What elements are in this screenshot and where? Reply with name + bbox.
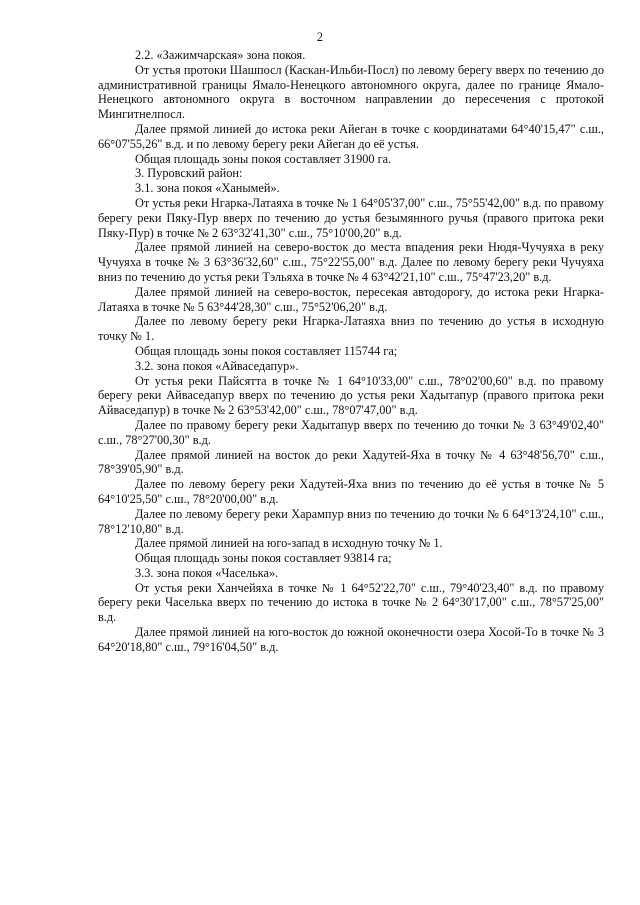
paragraph: От устья реки Ханчейяха в точке № 1 64°52'22,70" с.ш., 79°40'23,40" в.д. по правому берегу реки Часелька вверх по течению до истока в точке № 2 64°30'17,00" с.ш., 78°57'25,00" в.д. <box>98 580 604 625</box>
paragraph: От устья протоки Шашпосл (Каскан-Ильби-Посл) по левому берегу вверх по течению до административной границы Ямало-Ненецкого автономного округа, далее по границе Ямало-Ненецкого автономного округа в восточном направлении до пересечения с протокой Мингитнелпосл. <box>98 62 604 122</box>
paragraph: 3. Пуровский район: <box>135 166 243 181</box>
paragraph: Общая площадь зоны покоя составляет 115744 га; <box>135 343 398 358</box>
paragraph: Далее прямой линией на юго-восток до южной оконечности озера Хосой-То в точке № 3 64°20'18,80" с.ш., 79°16'04,50" в.д. <box>98 625 604 654</box>
paragraph: 2.2. «Зажимчарская» зона покоя. <box>135 48 306 62</box>
paragraph: 3.2. зона покоя «Айваседапур». <box>135 358 299 373</box>
paragraph: Далее по левому берегу реки Хадутей-Яха вниз по течению до её устья в точке № 5 64°10'25,50" с.ш., 78°20'00,00" в.д. <box>98 477 604 506</box>
document-body <box>98 48 604 655</box>
paragraph: Далее по левому берегу реки Нгарка-Латаяха вниз по течению до устья в исходную точку № 1. <box>98 314 604 344</box>
paragraph: Далее по левому берегу реки Харампур вниз по течению до точки № 6 64°13'24,10" с.ш., 78°12'10,80" в.д. <box>98 506 604 536</box>
paragraph: Далее прямой линией на северо-восток, пересекая автодорогу, до истока реки Нгарка-Латаяха в точке № 5 63°44'28,30" с.ш., 75°52'06,20" в.д. <box>98 284 604 314</box>
paragraph: Далее прямой линией до истока реки Айеган в точке с координатами 64°40'15,47" с.ш., 66°07'55,26" в.д. и по левому берегу реки Айеган до её устья. <box>98 121 604 151</box>
paragraph: Далее прямой линией на восток до реки Хадутей-Яха в точку № 4 63°48'56,70" с.ш., 78°39'05,90" в.д. <box>98 447 604 477</box>
paragraph: 3.1. зона покоя «Ханымей». <box>135 181 280 196</box>
paragraph: Общая площадь зоны покоя составляет 93814 га; <box>135 551 392 566</box>
paragraph: От устья реки Пайсятта в точке № 1 64°10'33,00" с.ш., 78°02'00,60" в.д. по правому берегу реки Айваседапур вверх по течению до устья реки Хадытапур (правого притока реки Айваседапур) в точке № 2 63°53'42,00" с.ш., 78°07'47,00" в.д. <box>98 373 604 418</box>
paragraph: Далее прямой линией на северо-восток до места впадения реки Нюдя-Чучуяха в реку Чучуяха в точке № 3 63°36'32,60" с.ш., 75°22'55,00" в.д. Далее по левому берегу реки Чучуяха вниз по течению до устья реки Тэльяха в точке № 4 63°42'21,10" с.ш., 75°47'23,20" в.д. <box>98 240 604 284</box>
paragraph: 3.3. зона покоя «Часелька». <box>135 565 279 580</box>
paragraph: Далее прямой линией на юго-запад в исходную точку № 1. <box>135 536 443 551</box>
page-number: 2 <box>316 30 324 44</box>
paragraph: Общая площадь зоны покоя составляет 31900 га. <box>135 151 392 166</box>
paragraph: Далее по правому берегу реки Хадытапур вверх по течению до точки № 3 63°49'02,40" с.ш., 78°27'00,30" в.д. <box>98 417 604 447</box>
paragraph: От устья реки Нгарка-Латаяха в точке № 1 64°05'37,00" с.ш., 75°55'42,00" в.д. по правому берегу реки Пяку-Пур вверх по течению до устья безымянного ручья (правого притока реки Пяку-Пур) в точке № 2 63°32'41,30" с.ш., 75°10'00,20" в.д. <box>98 195 604 240</box>
